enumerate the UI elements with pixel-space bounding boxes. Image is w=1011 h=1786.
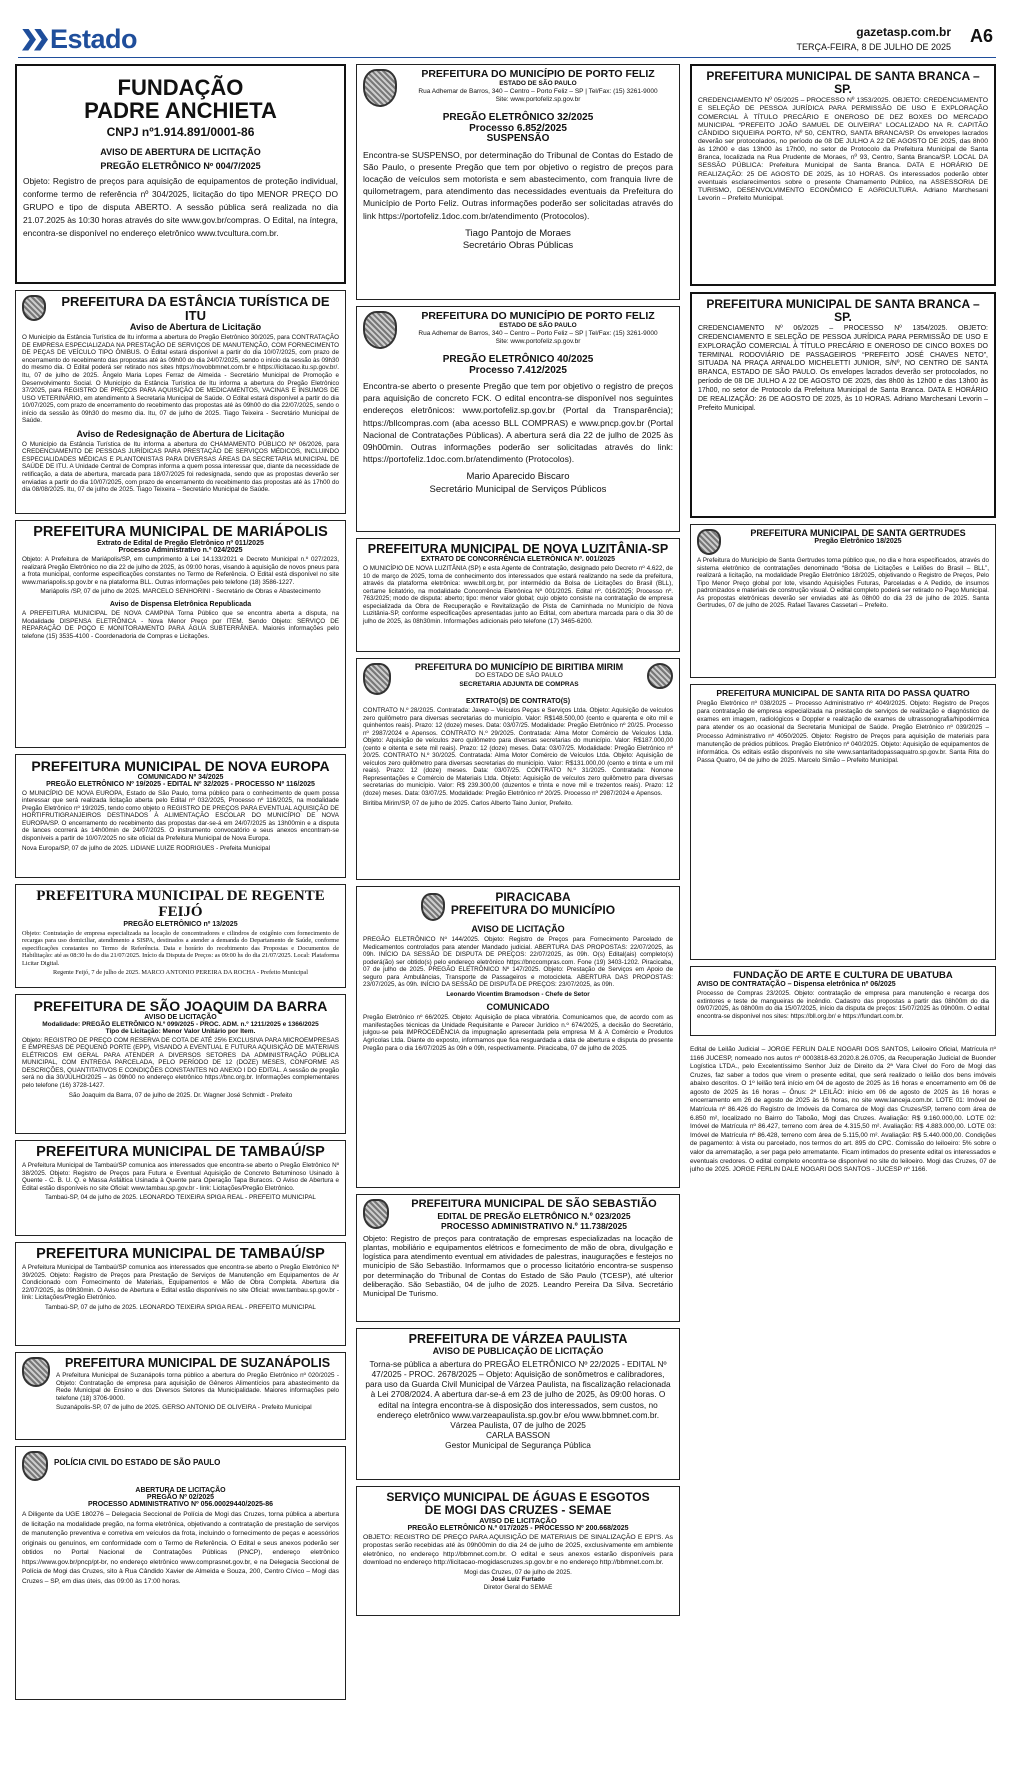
notice-signature: Regente Feijó, 7 de julho de 2025. MARCO ANTONIO PEREIRA DA ROCHA - Prefeito Municipal xyxy=(53,969,308,977)
notice-subtitle: AVISO DE CONTRATAÇÃO – Dispensa eletrônica nº 06/2025 xyxy=(697,980,896,988)
notice-title: PADRE ANCHIETA xyxy=(84,98,277,124)
notice-subtitle: Pregão Eletrônico 18/2025 xyxy=(814,538,902,546)
notice-body: O MUNICÍPIO DE NOVA EUROPA, Estado de São Paulo, torna público para o conhecimento de quem possa interessar que será realizada licitação aberta pelo Edital nº 032/2025, Processo nº 116/2025, na modalidade Pregão Eletrônico nº 19/2025, tendo como objeto o REGISTRO DE PREÇOS PARA EVENTUAL AQUISIÇÃO DE HORTIFRUTIGRANJEIROS DESTINADOS À ALIMENTAÇÃO ESCOLAR DO MUNICÍPIO DE NOVA EUROPA/SP. O encerramento do recebimento das propostas dar-se-á em 24/07/2025 às 13h00min e a disputa de lances ocorrerá às 14h00min de 24/07/2025. O instrumento convocatório e seus anexos encontram-se disponíveis a partir de 10/07/2025 no site oficial da Prefeitura Municipal de Nova Europa. xyxy=(22,789,339,842)
notice-body: A Prefeitura Municipal de Tambaú/SP comunica aos interessados que encontra-se aberto o Pregão Eletrônico Nº 38/2025. Objeto: Registro de Preços para Futura e Eventual Aquisição de Concreto Betuminoso Usinado à Quente - C. B. U. Q. e Massa Asfáltica Usinada à Quente para Operação Tapa Buracos. O Aviso de Abertura e Edital estão disponíveis no site Oficial: www.tambau.sp.gov.br - link: Licitações/Pregão Eletrônico. xyxy=(22,1162,339,1192)
notice-title: PREFEITURA MUNICIPAL DE TAMBAÚ/SP xyxy=(36,1246,325,1262)
notice-address: Rua Adhemar de Barros, 340 – Centro – Porto Feliz – SP | Tel/Fax: (15) 3261-9000 xyxy=(418,330,658,338)
notice-title: PREFEITURA MUNICIPAL DE NOVA LUZITÂNIA-SP xyxy=(367,542,669,556)
notice-subtitle: PROCESSO ADMINISTRATIVO N.º 11.738/2025 xyxy=(441,1220,627,1231)
notice-body: Objeto: Contratação de empresa especializada na locação de concentradores e cilindros de oxigênio com fornecimento de recargas para uso domiciliar, atendimento a SISPA, destinados a atender a demanda do Departamento de Saúde, conforme especificações constantes no Termo de Referência. Data e horário do recebimento das Propostas e Documentos de Habilitação: até as 08:30 hs do dia 21/07/2025. Início da Disputa de Preços: as 09:00 hs do dia 21/07/2025. Local: Plataforma Licitar Digital. xyxy=(22,929,339,967)
notice-subtitle: Modalidade: PREGÃO ELETRÔNICO N.º 099/2025 - PROC. ADM. n.º 1211/2025 e 1366/2025 xyxy=(42,1020,319,1028)
notice-itu xyxy=(15,290,346,514)
notice-signature-role: Diretor Geral do SEMAE xyxy=(483,1583,553,1591)
notice-body: Pregão Eletrônico nº 038/2025 – Processo Administrativo nº 4049/2025. Objeto: Registro de Preços para contratação de empresa especializada na prestação de serviços de realização e diagnóstico de exames em imagem, radiológicos e Doppler e realização de exames de ultrassonografia/hipodérmica para atender os ao ocasional da Secretaria Municipal de Saúde. Pregão Eletrônico nº 039/2025 – Processo Administrativo nº 4050/2025. Objeto: Registro de Preços para aquisição de materiais para manutenção de prédios públicos. Pregão Eletrônico nº 040/2025. Objeto: Aquisição de equipamentos de informática. Os editais estão disponíveis no site www.santaritadopassaquatro.sp.gov.br. Santa Rita do Passa Quatro, 04 de julho de 2025. Marcelo Simão – Prefeito Municipal. xyxy=(697,699,989,765)
coat-of-arms-icon xyxy=(363,69,397,107)
police-badge-icon xyxy=(22,1451,48,1481)
coat-of-arms-icon xyxy=(697,529,721,555)
notice-state: ESTADO DE SÃO PAULO xyxy=(499,322,577,330)
notice-nova-luzitania xyxy=(356,538,680,652)
notice-subtitle: SUSPENSÃO xyxy=(486,133,550,144)
notice-department: SECRETARIA ADJUNTA DE COMPRAS xyxy=(459,680,579,688)
notice-subtitle: EXTRATO DE CONCORRÊNCIA ELETRÔNICA Nº. 001/2025 xyxy=(421,556,615,564)
notice-porto-feliz-2 xyxy=(356,306,680,532)
notice-body: PREGÃO ELETRÔNICO Nº 144/2025. Objeto: Registro de Preços para Fornecimento Parcelado de Medicamentos controlados para atender Mandado judicial. ABERTURA DAS PROPOSTAS: 22/07/2025, às 09h. INÍCIO DA SESSÃO DE DISPUTA DE PREÇOS: 22/07/2025, às 09h. O(s) Edital(ais) completo(s) poderá(ão) ser obtido(s) pelo endereço eletrônico https://bnccompras.com. Fone (19) 3403-1202. Piracicaba, 07 de julho de 2025. PREGÃO ELETRÔNICO Nº 147/2025. Objeto: Prestação de Serviços em Apoio de seguro para Ambulâncias, Transporte de Passageiros e motocicleta. ABERTURA DAS PROPOSTAS: 23/07/2025, às 09h. INÍCIO DA SESSÃO DE DISPUTA DE PREÇOS: 23/07/2025, às 09h. xyxy=(363,936,673,989)
notice-address: Rua Adhemar de Barros, 340 – Centro – Porto Feliz – SP | Tel/Fax: (15) 3261-9000 xyxy=(418,88,658,96)
notice-title: PREFEITURA DO MUNICÍPIO DE BIRITIBA MIRIM xyxy=(414,662,624,672)
coat-of-arms-icon xyxy=(22,295,46,321)
notice-body: CREDENCIAMENTO Nº 06/2025 – PROCESSO Nº 1354/2025. OBJETO: CREDENCIAMENTO E SELEÇÃO DE PESSOA JURÍDICA PARA PERMISSÃO DE USO E EXPLORAÇÃO COMERCIAL À TÍTULO PRECÁRIO E ONEROSO DE CINCO BOXES DO TERMINAL RODOVIÁRIO DE PASSAGEIROS “PREFEITO JOSÉ CHAVES NETO”, SITUADA NA PRAÇA ARNALDO MICHELETTI JUNIOR, S/Nº, NO CENTRO DE SANTA BRANCA, ESTADO DE SÃO PAULO. Os envelopes lacrados deverão ser protocolados, no período de 08 DE JULHO A 22 DE AGOSTO DE 2025, das 8h00 às 12h00 e das 13h00 às 17h00, no setor de Protocolo da Prefeitura Municipal de Santa Branca. DATA E HORÁRIO DE REALIZAÇÃO: 26 DE AGOSTO DE 2025, às 10 HORAS. Adriano Marchesani Levorin – Prefeito Municipal. xyxy=(698,325,988,412)
notice-title: PREFEITURA MUNICIPAL DE TAMBAÚ/SP xyxy=(36,1144,325,1160)
notice-signature: Tambaú-SP, 04 de julho de 2025. LEONARDO TEIXEIRA SPIGA REAL - PREFEITO MUNICIPAL xyxy=(45,1194,316,1202)
notice-sao-joaquim xyxy=(15,994,346,1134)
notice-state: DO ESTADO DE SÃO PAULO xyxy=(475,672,563,680)
coat-of-arms-icon xyxy=(363,1199,389,1229)
notice-state: ESTADO DE SÃO PAULO xyxy=(499,80,577,88)
column-1 xyxy=(15,64,346,1706)
notice-body: Pregão Eletrônico nº 66/2025. Objeto: Aquisição de placa vibratória. Comunicamos que, de acordo com as manifestações técnicas da Unidade Requisitante e Parecer Jurídico n.º 674/2025, a decisão do Secretário, julgou-se pela IMPROCEDÊNCIA da impugnação apresentada pela empresa M & A Comércio e Produtos Agrícolas Ltda. Diante do exposto, informamos que fica resguardada a data de abertura e disputa do presente Pregão para o dia 16/07/2025 às 09h e 09h, respectivamente. Piracicaba, 07 de julho de 2025. xyxy=(363,1014,673,1052)
notice-body: O Município da Estância Turística de Itu informa a abertura do CHAMAMENTO PÚBLICO Nº 06/2026, para CREDENCIAMENTO DE PESSOAS JURÍDICAS PARA PRESTAÇÃO DE SERVIÇOS MÉDICOS, INCLUINDO ESPECIALIDADES MÉDICAS E PLANTONISTAS PARA DIVERSAS ÁREAS DA SECRETARIA MUNICIPAL DE SAÚDE DE ITU. A Unidade Central de Compras informa a quem possa interessar que, diante da necessidade de retificação, a data de abertura, marcada para 18/07/2025 foi redesignada, sendo que as propostas deverão ser enviadas a partir do dia 10/07/2025, com prazo de encerramento do recebimento das propostas até às 17h00 do dia 08/08/2025. Itu, 07 de julho de 2025. Tiago Teixeira – Secretário Municipal de Saúde. xyxy=(22,440,339,494)
notice-body: Torna-se pública a abertura do PREGÃO ELETRÔNICO Nº 22/2025 - EDITAL Nº 47/2025 - PROC. 2678/2025 – Objeto: Aquisição de sonômetros e calibradores, para uso da Guarda Civil Municipal de Várzea Paulista, na fiscalização relacionada à Lei 2708/2024. A abertura dar-se-á em 23 de julho de 2025, às 09:00 horas. O edital na íntegra encontra-se à disposição dos interessados, sem custos, no endereço eletrônico www.varzeapaulista.sp.gov.br e/ou www.bbmnet.com.br. xyxy=(365,1359,671,1420)
notice-ubatuba xyxy=(690,966,996,1036)
city-logo-icon xyxy=(647,663,673,689)
notice-signature: Suzanápolis-SP, 07 de julho de 2025. GERSO ANTONIO DE OLIVEIRA - Prefeito Municipal xyxy=(56,1404,312,1412)
notice-body: A Prefeitura Municipal de Tambaú/SP comunica aos interessados que encontra-se aberto o Pregão Eletrônico Nº 39/2025. Objeto: Registro de Preços para Prestação de Serviços de Manutenção em Equipamentos de Ar Condicionado com Fornecimento de Materiais, Equipamentos e Mão de Obra Completa. Abertura dia 22/07/2025, às 09h30min. O Aviso de Abertura e Edital estão disponíveis no site Oficial: www.tambau.sp.gov.br - link: Licitações/Pregão Eletrônico. xyxy=(22,1264,339,1302)
notice-title: PREFEITURA MUNICIPAL DE SUZANÁPOLIS xyxy=(64,1356,331,1370)
notice-body: O Município da Estância Turística de Itu informa a abertura do Pregão Eletrônico 30/2025, para CONTRATAÇÃO DE EMPRESA ESPECIALIZADA NA PRESTAÇÃO DE SERVIÇOS DE MANUTENÇÃO, COM FORNECIMENTO DE PEÇAS DE VEÍCULO TIPO ÔNIBUS. O Edital estará disponível a partir do dia 10/07/2025, com prazo de encerramento do recebimento das propostas até às 09h00 do dia 24/07/2025, sendo o início da sessão às 09h30 do mesmo dia. O Edital poderá ser retirado nos sites https://novobbmnet.com.br e https://licitacao.itu.sp.gov.br/. Itu, 07 de julho de 2025. Ângelo Maria Lopes Ferraz de Almeida - Secretário Municipal de Promoção e Desenvolvimento Social. O Município da Estância Turística de Itu informa a abertura do Pregão Eletrônico 37/2025, para REGISTRO DE PREÇOS PARA AQUISIÇÃO DE MEDICAMENTOS, VACINAS E INSUMOS DE USO VETERINÁRIO, em atendimento à Secretaria Municipal de Saúde. O Edital estará disponível a partir do dia 10/07/2025, com prazo de encerramento do recebimento das propostas até às 09h00 do dia 22/07/2025, sendo o início da sessão às 09h30 do mesmo dia. Itu, 07 de julho de 2025. Tiago Teixeira - Secretário Municipal de Saúde. xyxy=(22,334,339,425)
notice-subtitle: COMUNICADO xyxy=(486,1002,550,1013)
notice-subtitle: AVISO DE PUBLICAÇÃO DE LICITAÇÃO xyxy=(432,1346,604,1357)
notice-signature: Mario Aparecido Biscaro xyxy=(466,471,570,483)
header-rule xyxy=(18,57,996,58)
notice-subtitle: AVISO DE LICITAÇÃO xyxy=(479,1516,557,1526)
notice-biritiba-mirim xyxy=(356,658,680,880)
notice-signature: Tiago Pantojo de Moraes xyxy=(465,227,571,239)
notice-body: Objeto: A Prefeitura de Mariápolis/SP, em cumprimento à Lei 14.133/2021 e Decreto Municipal n.º 027/2023, realizará Pregão Eletrônico no dia 22 de julho de 2025, às 09:00 horas, visando à aquisição de novos pneus para a frota municipal, conforme especificações constantes no Termo de Referência. O Edital está disponível no site www.mariapolis.sp.gov.br e na plataforma BLL. Outras informações pelo telefone (18) 3586-1227. xyxy=(22,556,339,586)
notice-mariapolis xyxy=(15,520,346,748)
notice-title: PREFEITURA DO MUNICÍPIO DE PORTO FELIZ xyxy=(421,68,655,80)
notice-title: DE MOGI DAS CRUZES - SEMAE xyxy=(424,1502,612,1517)
notice-title: PREFEITURA MUNICIPAL DE REGENTE FEIJÓ xyxy=(36,888,325,920)
notice-title: PREFEITURA MUNICIPAL DE SANTA BRANCA – SP. xyxy=(706,297,980,324)
notice-subtitle: PREGÃO ELETRÔNICO Nº 19/2025 - EDITAL Nº 32/2025 - PROCESSO Nº 116/2025 xyxy=(46,780,315,788)
notice-fundacao xyxy=(15,64,346,284)
notice-tambau-1 xyxy=(15,1140,346,1236)
coat-of-arms-icon xyxy=(363,663,391,695)
notice-subtitle: AVISO DE LICITAÇÃO xyxy=(471,924,565,934)
notice-suzanapolis xyxy=(15,1352,346,1440)
notice-sao-sebastiao xyxy=(356,1194,680,1322)
notice-title: POLÍCIA CIVIL DO ESTADO DE SÃO PAULO xyxy=(54,1458,221,1467)
notice-subtitle: PREGÃO ELETRÔNICO N.º 017/2025 - PROCESSO Nº 200.668/2025 xyxy=(407,1525,629,1533)
notice-subtitle: Aviso de Dispensa Eletrônica Republicada xyxy=(109,600,252,608)
notice-signature: José Luiz Furtado xyxy=(491,1576,545,1584)
notice-site[interactable]: Site: www.portofeliz.sp.gov.br xyxy=(495,338,581,346)
notice-signature: CARLA BASSON xyxy=(485,1429,551,1440)
notice-title: PREFEITURA MUNICIPAL DE SANTA RITA DO PASSA QUATRO xyxy=(716,688,970,698)
notice-santa-rita xyxy=(690,684,996,960)
notice-subtitle: Tipo de Licitação: Menor Valor Unitário por Item. xyxy=(105,1027,256,1035)
notice-subtitle: EDITAL DE PREGÃO ELETRÔNICO N.º 023/2025 xyxy=(437,1210,631,1221)
notice-title: PREFEITURA DO MUNICÍPIO DE PORTO FELIZ xyxy=(421,310,655,322)
notice-title: PREFEITURA MUNICIPAL DE SANTA GERTRUDES xyxy=(750,528,966,538)
notice-subtitle: COMUNICADO Nº 34/2025 xyxy=(137,773,224,781)
notice-signature: São Joaquim da Barra, 07 de julho de 2025. Dr. Wagner José Schmidt - Prefeito xyxy=(68,1091,293,1099)
notice-body: Objeto: REGISTRO DE PREÇO COM RESERVA DE COTA DE ATÉ 25% EXCLUSIVA PARA MICROEMPRESAS E EMPRESAS DE PEQUENO PORTE (EPP), VISANDO A EVENTUAL E FUTURA AQUISIÇÃO DE MATERIAIS ELÉTRICOS EM GERAL PARA ATENDER A DIVERSOS SETORES DA ADMINISTRAÇÃO PÚBLICA MUNICIPAL, COM ENTREGA PARCELADA, PELO PERÍODO DE 12 (DOZE) MESES, CONFORME AS DESCRIÇÕES, QUANTITATIVOS E CONDIÇÕES CONSTANTES NO ANEXO I DO EDITAL. A sessão de pregão será no dia 30/JULHO/2025 – às 09h00 no endereço eletrônico https://bnc.org.br. Informações complementares pelo telefone (16) 3728-1427. xyxy=(22,1036,339,1089)
notice-signature: Biritiba Mirim/SP, 07 de julho de 2025. Carlos Alberto Taino Junior, Prefeito. xyxy=(363,799,573,807)
notice-title: PREFEITURA DE SÃO JOAQUIM DA BARRA xyxy=(33,998,328,1014)
notice-signature: Tambaú-SP, 07 de julho de 2025. LEONARDO TEIXEIRA SPIGA REAL - PREFEITO MUNICIPAL xyxy=(45,1303,316,1311)
notice-varzea-paulista xyxy=(356,1328,680,1480)
notice-body: Encontra-se SUSPENSO, por determinação do Tribunal de Contas do Estado de São Paulo, o presente Pregão que tem por objetivo o registro de preços para locação de veículos sem motorista e sem abastecimento, com franquia livre de quilometragem, para atendimento das necessidades eventuais da Prefeitura do Município de Porto Feliz. Outras informações poderão ser solicitadas através do link https://portofeliz.1doc.com.br/atendimento (Protocolos). xyxy=(363,149,673,221)
column-3 xyxy=(690,64,996,1786)
notice-signature: Mogi das Cruzes, 07 de julho de 2025. xyxy=(464,1568,572,1576)
notice-subtitle: PREGÃO ELETRÔNICO 32/2025 xyxy=(442,112,594,123)
notice-signature-role: Secretário Obras Públicas xyxy=(462,240,574,252)
notice-subtitle: Aviso de Redesignação de Abertura de Licitação xyxy=(76,428,285,439)
notice-policia-civil xyxy=(15,1446,346,1700)
notice-santa-gertrudes xyxy=(690,524,996,678)
notice-body: OBJETO: REGISTRO DE PREÇO PARA AQUISIÇÃO DE MATERIAIS DE SINALIZAÇÃO E EPI'S. As propostas serão recebidas até às 09h00min do dia 24 de julho de 2025, exclusivamente em ambiente eletrônico, no endereço http://bbmnet.com.br. O edital e seus anexos estarão disponíveis para download no endereço http://licitacao-mogidascruzes.sp.gov.br e no endereço http://bbmnet.com.br. xyxy=(363,1534,673,1566)
notice-subtitle: EXTRATO(S) DE CONTRATO(S) xyxy=(465,698,571,705)
column-2 xyxy=(356,64,680,1622)
coat-of-arms-icon xyxy=(421,893,445,921)
notice-body: A Prefeitura do Município de Santa Gertrudes torna público que, no dia e hora especificados, através do sistema eletrônico de contratações denominado “Bolsa de Licitações e Leilões do Brasil – BLL”, realizará a licitação, na modalidade Pregão Eletrônico 18/2025, objetivando o Registro de Preços, Pelo Tipo Menor Preço global por lote, visando Aquisições Futuras, Parceladas e A Pedido, de insumos padronizados e materiais de construção visual. O edital completo poderá ser retirado no Paço Municipal. As propostas eletrônicas deverão ser enviadas até às 08h00 do dia 23 de julho de 2025. Santa Gertrudes, 07 de julho de 2025. Rafael Tavares Cassetari – Prefeito. xyxy=(697,557,989,610)
coat-of-arms-icon xyxy=(22,1357,50,1387)
notice-site[interactable]: Site: www.portofeliz.sp.gov.br xyxy=(495,96,581,104)
notice-subtitle: PREGÃO ELETRÔNICO nº 13/2025 xyxy=(123,920,238,928)
notice-body: Objeto: Registro de preços para contratação de empresas especializadas na locação de plantas, mobiliário e equipamentos elétricos e fornecimento de mão de obra, divulgação e logística para atendimento eventual em atividades de palestras, inaugurações e festejos no município de São Sebastião. Informamos que o processo licitatório encontra-se suspenso por determinação do Tribunal de Contas do Estado de São Paulo (TCESP), até ulterior deliberação. São Sebastião, 04 de julho de 2025. Leandro Pereira Da Silva. Secretário Municipal De Turismo. xyxy=(363,1233,673,1299)
notice-body: Encontra-se aberto o presente Pregão que tem por objetivo o registro de preços para aquisição de concreto FCK. O edital encontra-se disponível nos seguintes endereços eletrônicos: www.portofeliz.sp.gov.br (Portal da Transparência); https://bllcompras.com (aba acesso BLL COMPRAS) e www.pncp.gov.br (Portal Nacional de Contratações Públicas). A abertura será dia 22 de julho de 2025 às 09h00min. Outras informações poderão ser solicitadas através do link: https://portofeliz.1doc.com.br/atendimento (Protocolos). xyxy=(363,381,673,465)
notice-signature-role: Gestor Municipal de Segurança Pública xyxy=(445,1439,591,1450)
chevron-icon xyxy=(34,29,48,51)
notice-signature: Nova Europa/SP, 07 de julho de 2025. LIDIANE LUIZE RODRIGUES - Prefeita Municipal xyxy=(22,844,271,852)
notice-cnpj: CNPJ nº1.914.891/0001-86 xyxy=(106,125,255,140)
notice-title: PREFEITURA DE VÁRZEA PAULISTA xyxy=(408,1332,628,1346)
notice-signature: Mariápolis /SP, 07 de julho de 2025. MARCELO SENHORINI - Secretário de Obras e Abastecimento xyxy=(40,588,321,596)
chevron-icon xyxy=(22,29,36,51)
notice-subtitle: Extrato de Edital de Pregão Eletrônico nº 011/2025 xyxy=(97,540,264,548)
notice-subtitle: PROCESSO ADMINISTRATIVO Nº 056.00029440/2025-86 xyxy=(87,1501,274,1508)
notice-body: A Prefeitura Municipal de Suzanápolis torna público a abertura do Pregão Eletrônico nº 020/2025 - Objeto: Contratação de empresa para aquisição de Gêneros Alimentícios para abastecimento da Rede Municipal de Ensino e dos Diversos Setores da Municipalidade. Maiores informações pelo telefone (18) 3706-9000. xyxy=(56,1372,339,1402)
notice-title: PREFEITURA DA ESTÂNCIA TURÍSTICA DE ITU xyxy=(61,294,330,323)
notice-piracicaba xyxy=(356,886,680,1188)
notice-signature: Várzea Paulista, 07 de julho de 2025 xyxy=(450,1419,586,1430)
notice-tambau-2 xyxy=(15,1242,346,1346)
notice-body: CREDENCIAMENTO Nº 05/2025 – PROCESSO Nº 1353/2025. OBJETO: CREDENCIAMENTO E SELEÇÃO DE PESSOA JURÍDICA PARA PERMISSÃO DE USO E EXPLORAÇÃO COMERCIAL À TÍTULO PRECÁRIO E ONEROSO DE DEZ BOXES DO MERCADO MUNICIPAL “PREFEITO JOÃO SAMUEL DE OLIVEIRA” LOCALIZADO NA R. CAPITÃO CÂNDIDO SIQUEIRA PORTO, Nº 50, CENTRO, SANTA BRANCA/SP. Os envelopes lacrados deverão ser protocolados, no período de 08 DE JULHO A 22 DE AGOSTO DE 2025, das 8h00 às 12h00 e das 13h00 às 17h00, no setor de Protocolo da Prefeitura Municipal de Santa Branca, localizada na Rua Prudente de Moraes, nº 93, Centro, Santa Branca/SP. LOCAL DA SESSÃO PÚBLICA: Prefeitura Municipal de Santa Branca. DATA E HORÁRIO DE REALIZAÇÃO: 25 DE AGOSTO DE 2025, às 10 HORAS. Os interessados poderão obter eventuais esclarecimentos sobre o presente Chamamento Público, na ASSESSORIA DE TURISMO, DESENVOLVIMENTO ECONÔMICO E AGRICULTURA. Adriano Marchesani Levorin – Prefeito Municipal. xyxy=(698,97,988,203)
notice-subtitle: ABERTURA DE LICITAÇÃO xyxy=(135,1487,226,1494)
site-url[interactable]: gazetasp.com.br xyxy=(856,25,951,39)
notice-body: A Diligente da UGE 180276 – Delegacia Seccional de Polícia de Mogi das Cruzes, torna pública a abertura de licitação na modalidade pregão, na forma eletrônica, objetivando a contratação de prestação de serviços de manutenção preventiva e corretiva em veículos da frota, incluindo o fornecimento de peças e acessórios originais ou genuínos, em conformidade com o Termo de Referência. O Edital e seus anexos poderão ser obtidos no Portal Nacional de Contratações Públicas (PNCP), endereço eletrônico https://www.gov.br/pncp/pt-br, no endereço eletrônico www.comprasnet.gov.br, e na Delegacia Seccional de Polícia de Mogi das Cruzes, sito à Rua Cândido Xavier de Almeida e Souza, 200, Centro Cívico – Mogi das Cruzes – SP, em dias úteis, das 09:00 às 17:00 horas. xyxy=(22,1511,339,1585)
notice-subtitle: Processo Administrativo n.º 024/2025 xyxy=(118,547,243,555)
notice-title: FUNDAÇÃO xyxy=(117,75,244,100)
notice-subtitle: Processo 7.412/2025 xyxy=(469,364,567,376)
notice-subtitle: AVISO DE LICITAÇÃO xyxy=(144,1013,217,1021)
notice-subtitle: Aviso de Abertura de Licitação xyxy=(129,322,262,333)
notice-body: Edital de Leilão Judicial – JORGE FERLIN DALE NOGARI DOS SANTOS, Leiloeiro Oficial, Matrícula nº 1166 JUCESP, nomeado nos autos nº 0003818-63.2020.8.26.0705, da Recuperação Judicial de Buonder Logística LTDA., pelo Excelentíssimo Senhor Juiz de Direito da 2ª Vara Cível do Foro de Mogi das Cruzes, faz saber a todos que virem o presente edital, que será realizado o leilão dos bens imóveis abaixo descritos. O 1º leilão terá início em 04 de agosto de 2025 às 16 horas e encerramento em 06 de agosto de 2025 às 16 horas – Ônus: 2º LEILÃO: início em 06 de agosto de 2025 às 16 horas e encerramento em 26 de agosto de 2025 às 16 horas, no site www.lanceja.com.br. LOTE 01: Imóvel de Matrícula nº 86.426 do Registro de Imóveis da Comarca de Mogi das Cruzes/SP, terreno com área de 6.850 m², localizado no Bairro do Taboão, Mogi das Cruzes. Avaliação: R$ 9.160.000,00. LOTE 02: Imóvel de Matrícula nº 86.427, terreno com área de 4.315,50 m². Avaliação: R$ 4.883.000,00. LOTE 03: Imóvel de Matrícula nº 86.428, terreno com área de 5.115,00 m². Avaliação: R$ 5.440.000,00. Condições de pagamento: à vista ou parcelado, nos termos do art. 895 do CPC. Comissão do leiloeiro: 5% sobre o valor da arrematação, a ser paga pelo arrematante. Ficam intimados do presente edital os interessados e eventuais credores. O edital completo encontra-se disponível no site do leiloeiro. Mogi das Cruzes, 07 de julho de 2025. JORGE FERLIN DALE NOGARI DOS SANTOS - JUCESP nº 1166. xyxy=(690,1046,996,1174)
notice-body: A PREFEITURA MUNICIPAL DE NOVA CAMPINA Torna Público que se encontra aberta a disputa, na Modalidade DISPENSA ELETRÔNICA - Nova Menor Preço por ITEM. Sendo Objeto: SERVIÇO DE REPARAÇÃO DE POÇO E MONITORAMENTO PARA ÁGUA SUBTERRÂNEA. Maiores informações pelo telefone (15) 3535-4100 - Coordenadoria de Compras e Licitações. xyxy=(22,609,339,640)
notice-subtitle: PREGÃO ELETRÔNICO Nº 004/7/2025 xyxy=(100,160,261,171)
page-header xyxy=(0,0,1011,58)
notice-subtitle: Processo 6.852/2025 xyxy=(469,122,567,134)
notice-signature: Leonardo Vicentim Bramodson - Chefe de Setor xyxy=(446,990,590,998)
notice-santa-branca-1 xyxy=(690,64,996,286)
notice-title: FUNDAÇÃO DE ARTE E CULTURA DE UBATUBA xyxy=(733,970,953,981)
notice-porto-feliz-1 xyxy=(356,64,680,300)
notice-santa-branca-2 xyxy=(690,292,996,518)
notice-leilao xyxy=(690,1042,996,1786)
coat-of-arms-icon xyxy=(363,311,397,349)
notice-title: SERVIÇO MUNICIPAL DE ÁGUAS E ESGOTOS xyxy=(386,1490,650,1504)
notice-body: Objeto: Registro de preços para aquisição de equipamentos de proteção individual, conforme termo de referência nº 304/2025, licitação do tipo MENOR PREÇO DO GRUPO e tipo de disputa ABERTO. A sessão pública será realizada no dia 21.07.2025 às 10:30 horas através do site www.gov.br/compras. O Edital, na íntegra, encontra-se disponível no endereço eletrônico www.tvcultura.com.br. xyxy=(23,175,339,238)
notice-body: CONTRATO N.º 28/2025. Contratada: Javep – Veículos Peças e Serviços Ltda. Objeto: Aquisição de veículos zero quilômetro para diversas secretarias do município. Valor: R$148.500,00 (cento e quarenta e oito mil e quinhentos reais). Prazo: 12 (doze) meses. Data: 03/07/25. Modalidade: Pregão Eletrônico nº 20/25. Processo nº 2987/2024 e Apensos. CONTRATO N.º 29/2025. Contratada: Alma Motor Comércio de Veículos Ltda. Objeto: Aquisição de veículos zero quilômetro para diversas secretarias do município. Valor: R$187.000,00 (cento e oitenta e sete mil reais). Prazo: 12 (doze) meses. Data: 03/07/25. Modalidade: Pregão Eletrônico nº 20/25. CONTRATO N.º 30/2025. Contratada: Alma Motor Comércio de Veículos Ltda. Objeto: Aquisição de veículos zero quilômetro para diversas secretarias do município. Valor: R$131.000,00 (cento e trinta e um mil reais). Prazo: 12 (doze) meses. Data: 03/07/25. CONTRATO N.º 31/2025. Contratada: Nonone Representações e Comércio de Materiais Ltda. Objeto: Aquisição de veículos zero quilômetro para diversas secretarias do município. Valor: R$ 239.300,00 (duzentos e trinta e nove mil e trezentos reais). Prazo: 12 (doze) meses. Data: 03/07/25. Modalidade: Pregão Eletrônico nº 20/25. Processo nº 2987/2024 e Apensos. xyxy=(363,707,673,798)
notice-regente-feijo xyxy=(15,884,346,988)
notice-title: PREFEITURA MUNICIPAL DE SÃO SEBASTIÃO xyxy=(411,1198,657,1210)
notice-nova-europa xyxy=(15,754,346,878)
notice-semae xyxy=(356,1486,680,1616)
notice-title: PIRACICABA xyxy=(495,890,571,904)
section-title: Estado xyxy=(50,24,138,54)
notice-title: PREFEITURA MUNICIPAL DE MARIÁPOLIS xyxy=(33,524,328,540)
notice-title: PREFEITURA MUNICIPAL DE SANTA BRANCA – SP. xyxy=(706,69,980,96)
notice-signature-role: Secretário Municipal de Serviços Públicos xyxy=(429,483,607,495)
issue-date: TERÇA-FEIRA, 8 DE JULHO DE 2025 xyxy=(796,42,951,52)
notice-subtitle: PREGÃO Nº 02/2025 xyxy=(146,1494,215,1501)
page-number: A6 xyxy=(969,26,993,46)
notice-body: O MUNICÍPIO DE NOVA LUZITÂNIA (SP) e esta Agente de Contratação, designado pelo Decreto nº 4.622, de 10 de março de 2025, torna de conhecimento dos interessados que estará realizando na sede da prefeitura, através da plataforma eletrônica: www.bll.org.br, por intermédio da Bolsa de Licitações do Brasil (BLL), certame licitatório, na modalidade Concorrência Eletrônica Nº 001/2025. Edital nº. 016/2025; Processo nº. 763/2025; modo de disputa: aberto; tipo: menor valor global; cujo objeto consiste na contratação de empresa especializada da Obra de Recuperação e Revitalização de Pista de Caminhada no Município de Nova Luzitânia-SP, conforme especificações apresentadas junto ao Edital, com abertura marcada para o dia 30 de julho de 2025, às 08h30min. Informações adicionais pelo telefone (17) 3465-6200. xyxy=(363,565,673,625)
notice-subtitle: PREGÃO ELETRÔNICO 40/2025 xyxy=(442,354,594,365)
section-logo xyxy=(22,24,137,55)
notice-title: PREFEITURA DO MUNICÍPIO xyxy=(450,902,616,917)
notice-subtitle: AVISO DE ABERTURA DE LICITAÇÃO xyxy=(100,146,261,157)
notice-title: PREFEITURA MUNICIPAL DE NOVA EUROPA xyxy=(31,758,330,774)
notice-body: Processo de Compras 23/2025. Objeto: contratação de empresa para manutenção e recarga dos extintores e teste de mangueiras de incêndio. Cadastro das propostas a partir das 08h00m do dia 09/07/2025, às 08h00m do dia 15/07/2025, início da disputa de preços: 15/07/2025 às 09h00m. O edital encontra-se disponível nos sites: https://bll.org.br/ e https://fundart.com.br. xyxy=(697,989,989,1020)
